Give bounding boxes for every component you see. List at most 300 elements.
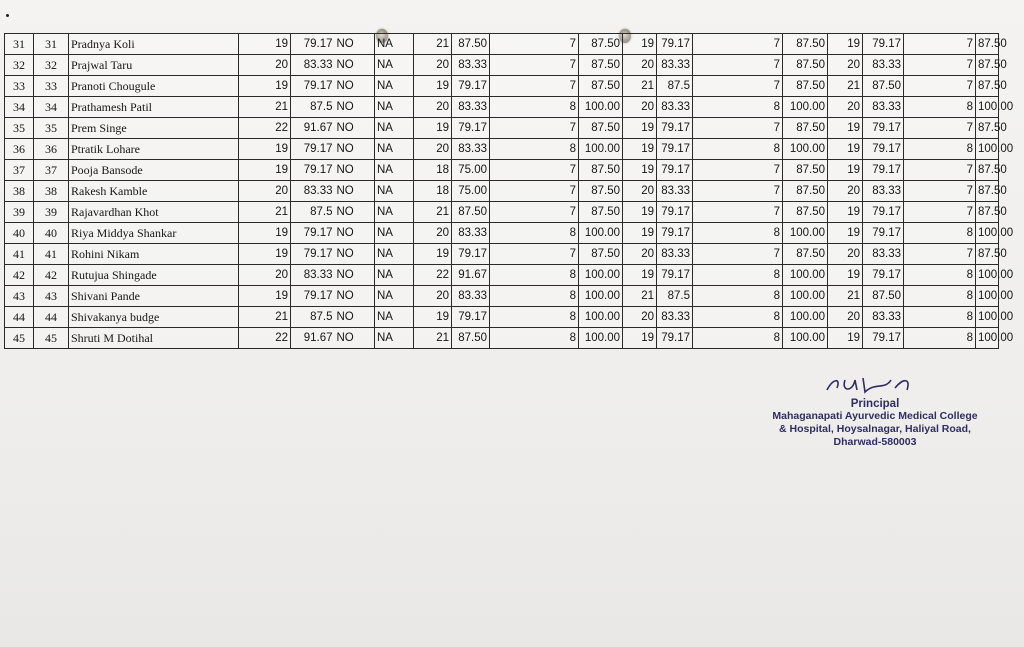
subject-d-percent-cell: 87.50 <box>783 244 828 265</box>
remark-cell: NA <box>375 76 414 97</box>
subject-a-percent-cell: 83.33 <box>452 55 490 76</box>
detained-flag-cell: NO <box>335 328 375 349</box>
subject-d-count-cell: 7 <box>693 34 783 55</box>
subject-c-count-cell: 19 <box>623 118 657 139</box>
subject-a-percent-cell: 83.33 <box>452 97 490 118</box>
roll-number-cell: 40 <box>34 223 69 244</box>
subject-f-percent-cell: 100.00 <box>976 307 999 328</box>
subject-b-percent-cell: 87.50 <box>579 76 623 97</box>
subject-a-percent-cell: 79.17 <box>452 76 490 97</box>
handwritten-signature <box>815 372 935 396</box>
subject-c-count-cell: 20 <box>623 307 657 328</box>
subject-d-percent-cell: 100.00 <box>783 328 828 349</box>
subject-e-percent-cell: 79.17 <box>863 34 904 55</box>
subject-e-percent-cell: 79.17 <box>863 160 904 181</box>
subject-e-count-cell: 19 <box>828 265 863 286</box>
subject-b-count-cell: 7 <box>490 76 579 97</box>
subject-a-percent-cell: 83.33 <box>452 286 490 307</box>
table-row <box>5 118 999 139</box>
subject-d-percent-cell: 87.50 <box>783 118 828 139</box>
subject-e-percent-cell: 83.33 <box>863 244 904 265</box>
attendance-percent-cell: 79.17 <box>291 286 335 307</box>
subject-f-count-cell: 8 <box>904 307 976 328</box>
subject-a-count-cell: 20 <box>414 223 452 244</box>
serial-number-cell: 33 <box>5 76 34 97</box>
student-name-cell: Riya Middya Shankar <box>69 223 239 244</box>
remark-cell: NA <box>375 265 414 286</box>
subject-a-percent-cell: 91.67 <box>452 265 490 286</box>
subject-d-count-cell: 8 <box>693 139 783 160</box>
attended-count-cell: 19 <box>239 223 291 244</box>
subject-f-count-cell: 8 <box>904 286 976 307</box>
subject-a-percent-cell: 79.17 <box>452 307 490 328</box>
serial-number-cell: 42 <box>5 265 34 286</box>
attendance-table <box>4 33 1014 349</box>
subject-f-percent-cell: 87.50 <box>976 76 999 97</box>
subject-a-count-cell: 21 <box>414 202 452 223</box>
subject-e-count-cell: 20 <box>828 181 863 202</box>
subject-e-count-cell: 19 <box>828 118 863 139</box>
table-row <box>5 328 999 349</box>
subject-e-percent-cell: 83.33 <box>863 55 904 76</box>
remark-cell: NA <box>375 244 414 265</box>
subject-b-count-cell: 8 <box>490 328 579 349</box>
attendance-percent-cell: 79.17 <box>291 223 335 244</box>
remark-cell: NA <box>375 223 414 244</box>
table-row <box>5 97 999 118</box>
subject-f-count-cell: 7 <box>904 244 976 265</box>
subject-e-percent-cell: 83.33 <box>863 97 904 118</box>
subject-a-count-cell: 19 <box>414 76 452 97</box>
subject-d-count-cell: 7 <box>693 202 783 223</box>
subject-b-percent-cell: 100.00 <box>579 139 623 160</box>
subject-b-percent-cell: 100.00 <box>579 307 623 328</box>
remark-cell: NA <box>375 202 414 223</box>
subject-e-count-cell: 19 <box>828 202 863 223</box>
serial-number-cell: 43 <box>5 286 34 307</box>
serial-number-cell: 34 <box>5 97 34 118</box>
attendance-table-body <box>5 34 1014 349</box>
subject-c-count-cell: 19 <box>623 328 657 349</box>
attended-count-cell: 19 <box>239 286 291 307</box>
remark-cell: NA <box>375 328 414 349</box>
subject-e-percent-cell: 79.17 <box>863 118 904 139</box>
subject-b-percent-cell: 87.50 <box>579 160 623 181</box>
subject-b-count-cell: 7 <box>490 34 579 55</box>
remark-cell: NA <box>375 139 414 160</box>
subject-b-count-cell: 8 <box>490 139 579 160</box>
student-name-cell: Shivakanya budge <box>69 307 239 328</box>
subject-e-count-cell: 20 <box>828 55 863 76</box>
attended-count-cell: 19 <box>239 76 291 97</box>
table-row <box>5 160 999 181</box>
subject-f-count-cell: 7 <box>904 181 976 202</box>
table-row <box>5 202 999 223</box>
subject-a-percent-cell: 75.00 <box>452 160 490 181</box>
student-name-cell: Shruti M Dotihal <box>69 328 239 349</box>
student-name-cell: Rajavardhan Khot <box>69 202 239 223</box>
subject-d-count-cell: 7 <box>693 160 783 181</box>
subject-c-percent-cell: 79.17 <box>657 139 693 160</box>
attendance-percent-cell: 91.67 <box>291 328 335 349</box>
subject-b-percent-cell: 87.50 <box>579 244 623 265</box>
serial-number-cell: 31 <box>5 34 34 55</box>
roll-number-cell: 38 <box>34 181 69 202</box>
serial-number-cell: 45 <box>5 328 34 349</box>
subject-d-percent-cell: 87.50 <box>783 202 828 223</box>
subject-a-count-cell: 19 <box>414 244 452 265</box>
subject-e-percent-cell: 79.17 <box>863 202 904 223</box>
subject-e-count-cell: 19 <box>828 160 863 181</box>
subject-c-percent-cell: 83.33 <box>657 97 693 118</box>
subject-c-percent-cell: 83.33 <box>657 244 693 265</box>
attendance-percent-cell: 87.5 <box>291 97 335 118</box>
subject-d-percent-cell: 100.00 <box>783 286 828 307</box>
subject-f-count-cell: 8 <box>904 328 976 349</box>
subject-a-percent-cell: 79.17 <box>452 118 490 139</box>
attendance-percent-cell: 91.67 <box>291 118 335 139</box>
serial-number-cell: 40 <box>5 223 34 244</box>
detained-flag-cell: NO <box>335 202 375 223</box>
student-name-cell: Rakesh Kamble <box>69 181 239 202</box>
subject-a-count-cell: 20 <box>414 286 452 307</box>
attended-count-cell: 22 <box>239 118 291 139</box>
roll-number-cell: 41 <box>34 244 69 265</box>
subject-a-count-cell: 20 <box>414 139 452 160</box>
subject-f-percent-cell: 87.50 <box>976 244 999 265</box>
subject-e-count-cell: 19 <box>828 328 863 349</box>
subject-a-percent-cell: 75.00 <box>452 181 490 202</box>
principal-title: Principal <box>850 398 900 410</box>
subject-d-count-cell: 8 <box>693 265 783 286</box>
subject-c-percent-cell: 79.17 <box>657 223 693 244</box>
table-row <box>5 55 999 76</box>
detained-flag-cell: NO <box>335 307 375 328</box>
subject-c-count-cell: 21 <box>623 76 657 97</box>
student-name-cell: Rohini Nikam <box>69 244 239 265</box>
college-address-line: & Hospital, Hoysalnagar, Haliyal Road, <box>779 423 971 435</box>
subject-f-percent-cell: 100.00 <box>976 265 999 286</box>
subject-b-percent-cell: 87.50 <box>579 202 623 223</box>
subject-f-percent-cell: 87.50 <box>976 202 999 223</box>
student-name-cell: Rutujua Shingade <box>69 265 239 286</box>
subject-b-count-cell: 7 <box>490 244 579 265</box>
table-row <box>5 34 999 55</box>
remark-cell: NA <box>375 307 414 328</box>
subject-e-count-cell: 20 <box>828 97 863 118</box>
subject-c-count-cell: 20 <box>623 244 657 265</box>
attended-count-cell: 19 <box>239 160 291 181</box>
serial-number-cell: 41 <box>5 244 34 265</box>
serial-number-cell: 35 <box>5 118 34 139</box>
subject-b-count-cell: 7 <box>490 181 579 202</box>
subject-b-count-cell: 7 <box>490 202 579 223</box>
attendance-percent-cell: 83.33 <box>291 265 335 286</box>
subject-f-percent-cell: 87.50 <box>976 55 999 76</box>
detained-flag-cell: NO <box>335 76 375 97</box>
subject-b-percent-cell: 100.00 <box>579 97 623 118</box>
attendance-percent-cell: 79.17 <box>291 76 335 97</box>
subject-b-count-cell: 8 <box>490 223 579 244</box>
attended-count-cell: 19 <box>239 34 291 55</box>
subject-a-count-cell: 18 <box>414 160 452 181</box>
principal-signature-stamp <box>760 372 990 449</box>
table-row <box>5 76 999 97</box>
serial-number-cell: 36 <box>5 139 34 160</box>
subject-c-count-cell: 19 <box>623 160 657 181</box>
roll-number-cell: 37 <box>34 160 69 181</box>
serial-number-cell: 37 <box>5 160 34 181</box>
subject-c-percent-cell: 87.5 <box>657 76 693 97</box>
subject-f-count-cell: 7 <box>904 34 976 55</box>
subject-b-percent-cell: 100.00 <box>579 265 623 286</box>
attendance-percent-cell: 79.17 <box>291 160 335 181</box>
subject-d-percent-cell: 100.00 <box>783 97 828 118</box>
subject-a-percent-cell: 87.50 <box>452 34 490 55</box>
subject-e-percent-cell: 83.33 <box>863 181 904 202</box>
attended-count-cell: 22 <box>239 328 291 349</box>
attendance-percent-cell: 83.33 <box>291 55 335 76</box>
detained-flag-cell: NO <box>335 55 375 76</box>
student-name-cell: Prem Singe <box>69 118 239 139</box>
subject-f-count-cell: 8 <box>904 97 976 118</box>
subject-f-percent-cell: 87.50 <box>976 118 999 139</box>
subject-b-count-cell: 7 <box>490 55 579 76</box>
table-row <box>5 244 999 265</box>
roll-number-cell: 36 <box>34 139 69 160</box>
subject-e-count-cell: 21 <box>828 76 863 97</box>
attendance-percent-cell: 83.33 <box>291 181 335 202</box>
detained-flag-cell: NO <box>335 181 375 202</box>
subject-e-percent-cell: 79.17 <box>863 328 904 349</box>
student-name-cell: Shivani Pande <box>69 286 239 307</box>
attendance-percent-cell: 87.5 <box>291 202 335 223</box>
subject-e-count-cell: 19 <box>828 139 863 160</box>
serial-number-cell: 44 <box>5 307 34 328</box>
detained-flag-cell: NO <box>335 97 375 118</box>
subject-a-count-cell: 19 <box>414 118 452 139</box>
subject-a-count-cell: 21 <box>414 34 452 55</box>
detained-flag-cell: NO <box>335 286 375 307</box>
detained-flag-cell: NO <box>335 244 375 265</box>
serial-number-cell: 39 <box>5 202 34 223</box>
subject-d-count-cell: 8 <box>693 97 783 118</box>
student-name-cell: Ptratik Lohare <box>69 139 239 160</box>
roll-number-cell: 32 <box>34 55 69 76</box>
attended-count-cell: 19 <box>239 139 291 160</box>
attendance-percent-cell: 79.17 <box>291 34 335 55</box>
table-row <box>5 181 999 202</box>
subject-f-percent-cell: 87.50 <box>976 34 999 55</box>
subject-b-percent-cell: 87.50 <box>579 34 623 55</box>
attended-count-cell: 19 <box>239 244 291 265</box>
subject-d-percent-cell: 87.50 <box>783 76 828 97</box>
subject-c-percent-cell: 79.17 <box>657 160 693 181</box>
subject-f-percent-cell: 100.00 <box>976 328 999 349</box>
roll-number-cell: 35 <box>34 118 69 139</box>
subject-f-count-cell: 8 <box>904 223 976 244</box>
subject-b-count-cell: 7 <box>490 118 579 139</box>
subject-d-percent-cell: 87.50 <box>783 160 828 181</box>
subject-c-percent-cell: 79.17 <box>657 202 693 223</box>
subject-c-count-cell: 20 <box>623 97 657 118</box>
subject-d-count-cell: 8 <box>693 286 783 307</box>
attended-count-cell: 21 <box>239 202 291 223</box>
attendance-percent-cell: 79.17 <box>291 139 335 160</box>
detained-flag-cell: NO <box>335 139 375 160</box>
subject-b-percent-cell: 100.00 <box>579 328 623 349</box>
subject-a-percent-cell: 87.50 <box>452 328 490 349</box>
subject-b-percent-cell: 87.50 <box>579 118 623 139</box>
subject-a-count-cell: 19 <box>414 307 452 328</box>
subject-f-percent-cell: 87.50 <box>976 181 999 202</box>
subject-d-percent-cell: 100.00 <box>783 307 828 328</box>
subject-d-percent-cell: 100.00 <box>783 265 828 286</box>
subject-d-percent-cell: 100.00 <box>783 139 828 160</box>
roll-number-cell: 44 <box>34 307 69 328</box>
table-row <box>5 307 999 328</box>
subject-c-count-cell: 20 <box>623 55 657 76</box>
subject-e-percent-cell: 87.50 <box>863 286 904 307</box>
student-name-cell: Prathamesh Patil <box>69 97 239 118</box>
detained-flag-cell: NO <box>335 118 375 139</box>
subject-e-count-cell: 20 <box>828 307 863 328</box>
subject-d-count-cell: 7 <box>693 55 783 76</box>
subject-d-count-cell: 7 <box>693 181 783 202</box>
subject-d-count-cell: 7 <box>693 76 783 97</box>
remark-cell: NA <box>375 181 414 202</box>
subject-c-percent-cell: 87.5 <box>657 286 693 307</box>
subject-f-count-cell: 7 <box>904 160 976 181</box>
subject-d-percent-cell: 87.50 <box>783 34 828 55</box>
subject-a-percent-cell: 83.33 <box>452 223 490 244</box>
table-row <box>5 139 999 160</box>
detained-flag-cell: NO <box>335 34 375 55</box>
subject-e-percent-cell: 79.17 <box>863 223 904 244</box>
remark-cell: NA <box>375 160 414 181</box>
subject-f-count-cell: 8 <box>904 265 976 286</box>
subject-a-count-cell: 18 <box>414 181 452 202</box>
remark-cell: NA <box>375 118 414 139</box>
attended-count-cell: 20 <box>239 55 291 76</box>
subject-a-count-cell: 20 <box>414 55 452 76</box>
attendance-percent-cell: 79.17 <box>291 244 335 265</box>
subject-e-percent-cell: 79.17 <box>863 139 904 160</box>
subject-b-count-cell: 8 <box>490 286 579 307</box>
college-name-line: Mahaganapati Ayurvedic Medical College <box>772 410 978 422</box>
attendance-percent-cell: 87.5 <box>291 307 335 328</box>
subject-c-count-cell: 19 <box>623 34 657 55</box>
attended-count-cell: 21 <box>239 307 291 328</box>
attended-count-cell: 21 <box>239 97 291 118</box>
subject-f-count-cell: 7 <box>904 118 976 139</box>
subject-e-percent-cell: 87.50 <box>863 76 904 97</box>
attended-count-cell: 20 <box>239 265 291 286</box>
subject-a-count-cell: 20 <box>414 97 452 118</box>
subject-c-count-cell: 19 <box>623 265 657 286</box>
subject-c-percent-cell: 83.33 <box>657 55 693 76</box>
subject-d-count-cell: 7 <box>693 244 783 265</box>
attended-count-cell: 20 <box>239 181 291 202</box>
subject-f-count-cell: 8 <box>904 139 976 160</box>
subject-c-count-cell: 19 <box>623 223 657 244</box>
subject-f-percent-cell: 100.00 <box>976 139 999 160</box>
subject-f-percent-cell: 100.00 <box>976 223 999 244</box>
roll-number-cell: 42 <box>34 265 69 286</box>
remark-cell: NA <box>375 55 414 76</box>
subject-b-count-cell: 8 <box>490 307 579 328</box>
table-row <box>5 223 999 244</box>
subject-f-percent-cell: 100.00 <box>976 97 999 118</box>
subject-a-percent-cell: 83.33 <box>452 139 490 160</box>
detained-flag-cell: NO <box>335 265 375 286</box>
table-row <box>5 286 999 307</box>
subject-e-count-cell: 20 <box>828 244 863 265</box>
student-name-cell: Prajwal Taru <box>69 55 239 76</box>
subject-c-count-cell: 20 <box>623 181 657 202</box>
subject-d-percent-cell: 100.00 <box>783 223 828 244</box>
subject-d-percent-cell: 87.50 <box>783 55 828 76</box>
detained-flag-cell: NO <box>335 223 375 244</box>
subject-a-percent-cell: 87.50 <box>452 202 490 223</box>
subject-e-count-cell: 21 <box>828 286 863 307</box>
subject-e-percent-cell: 79.17 <box>863 265 904 286</box>
subject-f-count-cell: 7 <box>904 202 976 223</box>
roll-number-cell: 39 <box>34 202 69 223</box>
table-row <box>5 265 999 286</box>
subject-e-count-cell: 19 <box>828 223 863 244</box>
roll-number-cell: 31 <box>34 34 69 55</box>
subject-e-count-cell: 19 <box>828 34 863 55</box>
subject-d-count-cell: 8 <box>693 307 783 328</box>
detained-flag-cell: NO <box>335 160 375 181</box>
subject-d-percent-cell: 87.50 <box>783 181 828 202</box>
subject-e-percent-cell: 83.33 <box>863 307 904 328</box>
subject-c-count-cell: 19 <box>623 139 657 160</box>
subject-b-percent-cell: 87.50 <box>579 181 623 202</box>
subject-c-count-cell: 21 <box>623 286 657 307</box>
subject-b-count-cell: 8 <box>490 97 579 118</box>
subject-f-percent-cell: 87.50 <box>976 160 999 181</box>
subject-f-count-cell: 7 <box>904 55 976 76</box>
subject-d-count-cell: 8 <box>693 328 783 349</box>
roll-number-cell: 45 <box>34 328 69 349</box>
subject-a-count-cell: 22 <box>414 265 452 286</box>
serial-number-cell: 32 <box>5 55 34 76</box>
subject-c-percent-cell: 79.17 <box>657 328 693 349</box>
subject-b-percent-cell: 87.50 <box>579 55 623 76</box>
roll-number-cell: 43 <box>34 286 69 307</box>
student-name-cell: Pooja Bansode <box>69 160 239 181</box>
roll-number-cell: 34 <box>34 97 69 118</box>
subject-a-percent-cell: 79.17 <box>452 244 490 265</box>
subject-d-count-cell: 8 <box>693 223 783 244</box>
subject-f-percent-cell: 100.00 <box>976 286 999 307</box>
subject-c-percent-cell: 79.17 <box>657 34 693 55</box>
subject-c-percent-cell: 83.33 <box>657 307 693 328</box>
student-name-cell: Pradnya Koli <box>69 34 239 55</box>
roll-number-cell: 33 <box>34 76 69 97</box>
subject-c-percent-cell: 79.17 <box>657 265 693 286</box>
subject-a-count-cell: 21 <box>414 328 452 349</box>
stray-ink-dot <box>6 14 9 17</box>
college-city-line: Dharwad-580003 <box>833 436 917 448</box>
remark-cell: NA <box>375 34 414 55</box>
subject-c-percent-cell: 79.17 <box>657 118 693 139</box>
subject-b-percent-cell: 100.00 <box>579 223 623 244</box>
subject-d-count-cell: 7 <box>693 118 783 139</box>
subject-b-percent-cell: 100.00 <box>579 286 623 307</box>
